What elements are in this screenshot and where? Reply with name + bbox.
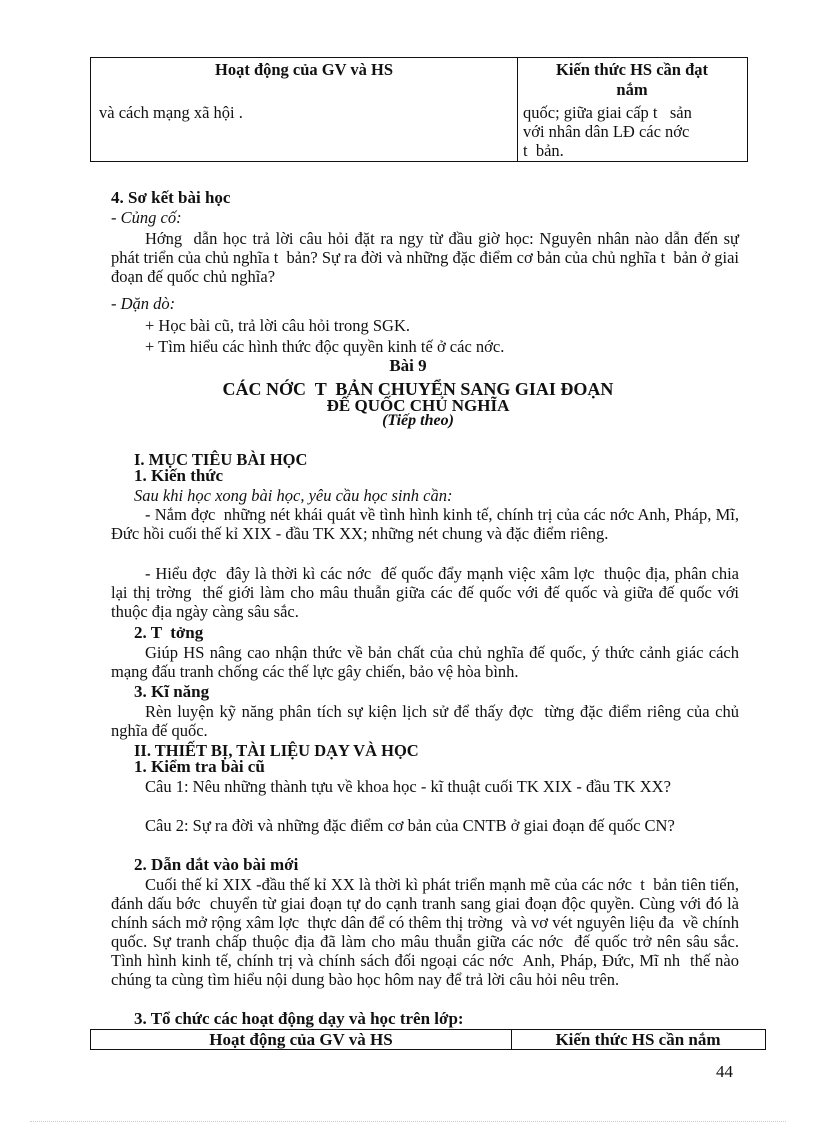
lesson-number: Bài 9	[389, 356, 427, 375]
thought-text: Giúp HS nâng cao nhận thức về bản chất của chủ nghĩa đế quốc, ý thức cảnh giác cách mạng đấu tranh chống các thế lực gây chiến, bảo vệ hòa bình.	[111, 643, 739, 681]
consolidate-text: Hớng dẫn học trả lời câu hỏi đặt ra ngy từ đầu giờ học: Nguyên nhân nào dẫn đến sự phát triển của chủ nghĩa t bản? Sự ra đời và những đặc điểm cơ bản của chủ nghĩa t bản ở giai đoạn đế quốc chủ nghĩa?	[111, 229, 744, 286]
col2-header-line2: nắm	[616, 80, 648, 99]
skill-heading: 3. Kĩ năng	[134, 682, 210, 701]
thought-heading: 2. T tởng	[134, 623, 204, 642]
col1-header: Hoạt động của GV và HS	[214, 60, 394, 79]
col2-header-line1: Kiến thức HS cần đạt	[556, 60, 708, 79]
objectives-intro: Sau khi học xong bài học, yêu cầu học sinh cần:	[134, 486, 453, 505]
bottom-table	[90, 1029, 766, 1050]
question-2: Câu 2: Sự ra đời và những đặc điểm cơ bản của CNTB ở giai đoạn đế quốc CN?	[145, 816, 675, 835]
col2-line1: quốc; giữa giai cấp t sản	[523, 103, 692, 122]
organize-heading: 3. Tổ chức các hoạt động dạy và học trên lớp:	[134, 1009, 464, 1028]
lesson-title-line1: CÁC NỚC T BẢN CHUYỂN SANG GIAI ĐOẠN	[222, 379, 614, 399]
consolidate-label: - Củng cố:	[111, 208, 182, 227]
col2-line3: t bản.	[523, 141, 564, 160]
question-1: Câu 1: Nêu những thành tựu về khoa học - kĩ thuật cuối TK XIX - đầu TK XX?	[145, 777, 671, 796]
intro-text: Cuối thế kỉ XIX -đầu thế kỉ XX là thời kì phát triển mạnh mẽ của các nớc t bản tiên tiến, đánh dấu bớc chuyển từ giai đoạn tự do cạnh tranh sang giai đoạn độc quyền. Cùng với đó là chính sách mở rộng xâm lợc thực dân để có thêm thị trờng và vơ vét nguyên liệu đa về chính quốc. Sự tranh chấp thuộc địa đã làm cho mâu thuẫn giữa các nớc đế quốc trở nên sâu sắc. Tình hình kinh tế, chính trị và chính sách đối ngoại các nớc Anh, Pháp, Đức, Mĩ nh thế nào chúng ta cùng tìm hiểu nội dung bào học hôm nay để trả lời câu hỏi nêu trên.	[111, 875, 744, 989]
page-number: 44	[716, 1062, 733, 1081]
intro-heading: 2. Dẫn dắt vào bài mới	[134, 855, 299, 874]
col1-text: và cách mạng xã hội .	[99, 103, 243, 122]
lesson-title-line2: ĐẾ QUỐC CHỦ NGHĨA	[326, 396, 510, 415]
objectives-heading: I. MỤC TIÊU BÀI HỌC	[134, 450, 308, 469]
knowledge-heading: 1. Kiến thức	[134, 466, 224, 485]
assign-item-2: + Tìm hiểu các hình thức độc quyền kinh tế ở các nớc.	[145, 337, 505, 356]
equipment-heading: II. THIẾT BỊ, TÀI LIỆU DẠY VÀ HỌC	[134, 741, 419, 760]
check-heading: 1. Kiểm tra bài cũ	[134, 757, 265, 776]
skill-text: Rèn luyện kỹ năng phân tích sự kiện lịch sử để thấy đợc từng đặc điểm riêng của chủ nghĩa đế quốc.	[111, 702, 744, 740]
assign-item-1: + Học bài cũ, trả lời câu hỏi trong SGK.	[145, 316, 411, 335]
footer-dotted-line	[30, 1121, 786, 1122]
col2-line2: với nhân dân LĐ các nớc	[523, 122, 690, 141]
summary-heading: 4. Sơ kết bài học	[111, 188, 231, 207]
top-table	[90, 57, 748, 162]
knowledge-point-2: - Hiểu đợc đây là thời kì các nớc đế quốc đẩy mạnh việc xâm lợc thuộc địa, phân chia lại thị trờng thế giới làm cho mâu thuẫn giữa các đế quốc với đế quốc và giữa đế quốc với thuộc địa ngày càng sâu sắc.	[111, 564, 744, 621]
lesson-subtitle: (Tiếp theo)	[382, 412, 454, 429]
assign-label: - Dặn dò:	[111, 294, 176, 313]
bottom-col1-header: Hoạt động của GV và HS	[209, 1030, 393, 1049]
knowledge-point-1: - Nắm đợc những nét khái quát về tình hình kinh tế, chính trị của các nớc Anh, Pháp, Mĩ, Đức hồi cuối thế kỉ XIX - đầu TK XX; những nét chung và đặc điểm riêng.	[111, 505, 744, 543]
bottom-col2-header: Kiến thức HS cần nắm	[555, 1030, 721, 1049]
